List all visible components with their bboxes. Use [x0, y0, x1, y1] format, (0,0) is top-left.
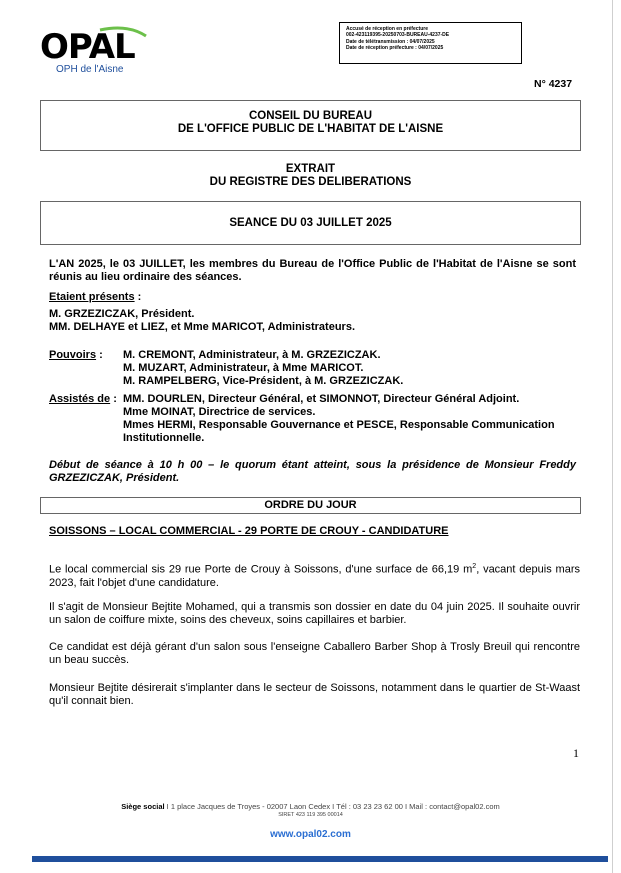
stamp-line: Date de télétransmission : 04/07/2025	[346, 38, 435, 45]
agenda-title: ORDRE DU JOUR	[264, 499, 357, 511]
pouvoirs-heading	[49, 349, 103, 362]
paragraph-3: Ce candidat est déjà gérant d'un salon sous l'enseigne Caballero Barber Shop à Trosly Breuil qui rencontre un beau succès.	[49, 641, 580, 666]
present-suffix: :	[134, 291, 142, 303]
pouvoirs-label: Pouvoirs	[49, 349, 97, 361]
page-edge	[612, 0, 613, 873]
paragraph-4: Monsieur Bejtite désirerait s'implanter dans le secteur de Soissons, notamment dans le quartier de St-Waast qu'il connait bien.	[49, 682, 580, 707]
prefecture-receipt-stamp	[339, 22, 522, 64]
stamp-line: Accusé de réception en préfecture	[346, 26, 428, 32]
paragraph-1	[49, 560, 580, 590]
present-line: MM. DELHAYE et LIEZ, et Mme MARICOT, Administrateurs.	[49, 321, 356, 333]
opening-statement: Début de séance à 10 h 00 – le quorum étant atteint, sous la présidence de Monsieur Freddy GRZEZICZAK, Président.	[49, 459, 576, 484]
logo-subtitle: OPH de l'Aisne	[56, 64, 124, 75]
stamp-line: Date de réception préfecture : 04/07/2025	[346, 44, 444, 51]
assistes-label: Assistés de	[49, 393, 111, 405]
opal-logo	[38, 26, 158, 82]
pouvoirs-suffix: :	[96, 349, 103, 361]
council-title: CONSEIL DU BUREAU	[248, 110, 373, 122]
assistes-line: MM. DOURLEN, Directeur Général, et SIMONNOT, Directeur Général Adjoint.	[123, 393, 520, 405]
council-subtitle: DE L'OFFICE PUBLIC DE L'HABITAT DE L'AISNE	[177, 123, 444, 135]
assistes-line: Mmes HERMI, Responsable Gouvernance et PESCE, Responsable Communication	[123, 419, 555, 431]
present-label: Etaient présents	[49, 291, 135, 303]
paragraph-1-text: Le local commercial sis 29 rue Porte de Crouy à Soissons, d'une surface de 66,19 m	[49, 563, 473, 576]
assistes-heading	[49, 393, 117, 406]
session-date: SEANCE DU 03 JUILLET 2025	[229, 217, 392, 229]
present-line: M. GRZEZICZAK, Président.	[49, 308, 195, 320]
assistes-suffix: :	[110, 393, 117, 405]
footer-bar	[32, 856, 608, 862]
present-heading	[49, 291, 141, 304]
footer-website-link[interactable]: www.opal02.com	[270, 829, 351, 840]
pouvoir-line: M. CREMONT, Administrateur, à M. GRZEZICZAK.	[123, 349, 381, 361]
paragraph-2: Il s'agit de Monsieur Bejtite Mohamed, qui a transmis son dossier en date du 04 juin 2025. Il souhaite ouvrir un salon de coiffure mixte, soins des cheveux, soins capillaires et barbier.	[49, 601, 580, 626]
footer-address	[0, 802, 621, 811]
svg-text:OPAL: OPAL	[40, 27, 135, 66]
footer-siege-text: I 1 place Jacques de Troyes - 02007 Laon Cedex I Tél : 03 23 23 62 00 I Mail : contact@opal02.com	[164, 802, 500, 811]
page-number: 1	[573, 746, 579, 760]
footer-siret: SIRET 423 119 395 00014	[278, 812, 343, 818]
opal-logo-mark	[38, 26, 158, 66]
extract-subtitle: DU REGISTRE DES DELIBERATIONS	[209, 176, 412, 188]
assistes-line: Mme MOINAT, Directrice de services.	[123, 406, 316, 418]
paragraph-1-text-end: , vacant depuis mars 2023, fait l'objet d'une candidature.	[49, 563, 580, 589]
subject-title: SOISSONS – LOCAL COMMERCIAL - 29 PORTE DE CROUY - CANDIDATURE	[49, 525, 449, 537]
extract-title: EXTRAIT	[285, 163, 336, 175]
pouvoir-line: M. RAMPELBERG, Vice-Président, à M. GRZEZICZAK.	[123, 375, 404, 387]
intro-paragraph: L'AN 2025, le 03 JUILLET, les membres du Bureau de l'Office Public de l'Habitat de l'Aisne se sont réunis au lieu ordinaire des séances.	[49, 258, 576, 283]
stamp-line: 002-423119395-20250703-BUREAU-4237-DE	[346, 32, 450, 39]
assistes-line: Institutionnelle.	[123, 432, 205, 444]
pouvoir-line: M. MUZART, Administrateur, à Mme MARICOT.	[123, 362, 364, 374]
footer-siege-label: Siège social	[121, 802, 165, 811]
document-number: N° 4237	[534, 78, 573, 90]
superscript-2: 2	[472, 563, 477, 570]
